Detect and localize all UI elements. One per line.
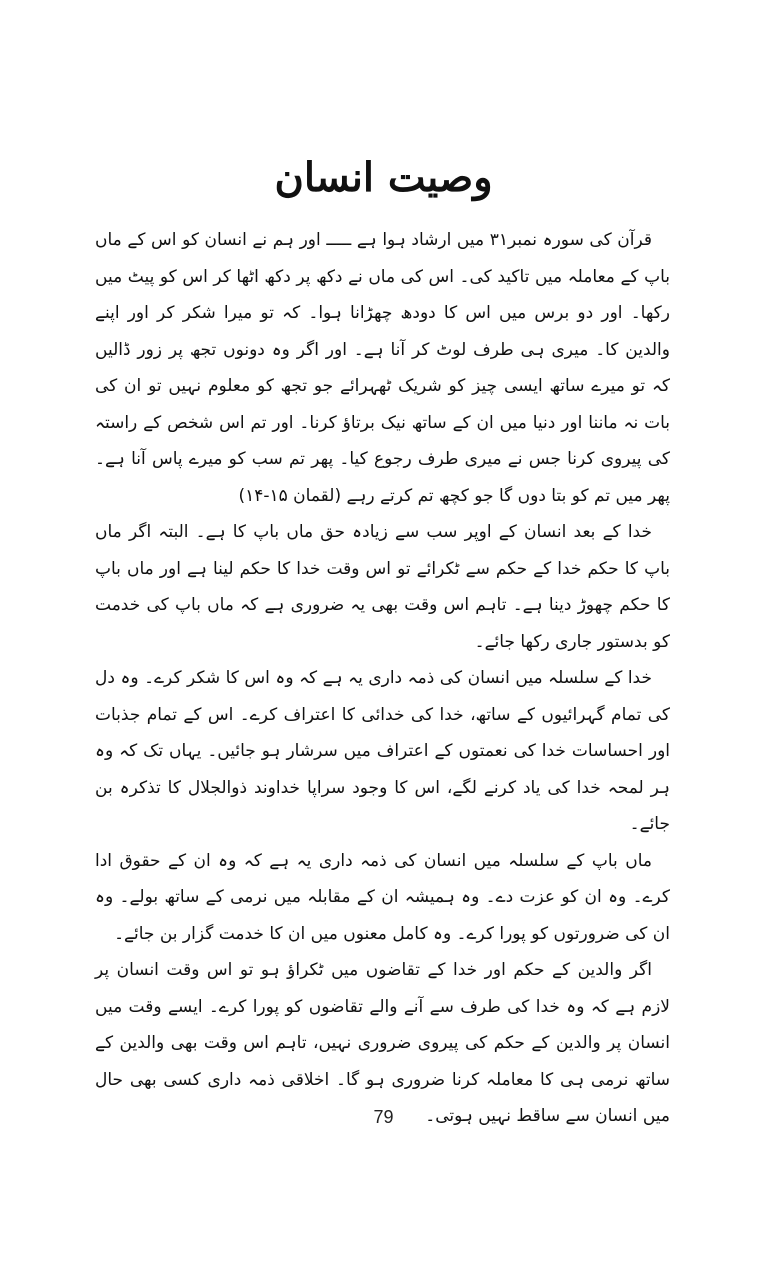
paragraph-3: خدا کے سلسلہ میں انسان کی ذمہ داری یہ ہے کہ وہ اس کا شکر کرے۔ وہ دل کی تمام گہرائیوں کے ساتھ، خدا کی خدائی کا اعتراف کرے۔ اس کے تمام جذبات اور احساسات خدا کی نعمتوں کے اعتراف میں سرشار ہو جائیں۔ یہاں تک کہ وہ ہر لمحہ خدا کی یاد کرنے لگے، اس کا وجود سراپا خداوند ذوالجلال کا تذکرہ بن جائے۔ xyxy=(95,668,670,834)
body-text xyxy=(95,222,670,1135)
paragraph-2: خدا کے بعد انسان کے اوپر سب سے زیادہ حق ماں باپ کا ہے۔ البتہ اگر ماں باپ کا حکم خدا کے حکم سے ٹکرائے تو اس وقت خدا کا حکم لینا ہے اور ماں باپ کا حکم چھوڑ دینا ہے۔ تاہم اس وقت بھی یہ ضروری ہے کہ ماں باپ کی خدمت کو بدستور جاری رکھا جائے۔ xyxy=(95,522,670,652)
page-title: وصیت انسان xyxy=(274,154,493,201)
paragraph-5: اگر والدین کے حکم اور خدا کے تقاضوں میں ٹکراؤ ہو تو اس وقت انسان پر لازم ہے کہ وہ خدا کی طرف سے آنے والے تقاضوں کو پورا کرے۔ ایسے وقت میں انسان پر والدین کے حکم کی پیروی ضروری نہیں، تاہم اس وقت بھی والدین کے ساتھ نرمی ہی کا معاملہ کرنا ضروری ہو گا۔ اخلاقی ذمہ داری کسی بھی حال میں انسان سے ساقط نہیں ہوتی۔ xyxy=(95,960,670,1126)
paragraph-4: ماں باپ کے سلسلہ میں انسان کی ذمہ داری یہ ہے کہ وہ ان کے حقوق ادا کرے۔ وہ ان کو عزت دے۔ وہ ہمیشہ ان کے مقابلہ میں نرمی کے ساتھ بولے۔ وہ ان کی ضرورتوں کو پورا کرے۔ وہ کامل معنوں میں ان کا خدمت گزار بن جائے۔ xyxy=(95,850,670,944)
paragraph-1: قرآن کی سورہ نمبر۳۱ میں ارشاد ہوا ہے ـــــ اور ہم نے انسان کو اس کے ماں باپ کے معاملہ میں تاکید کی۔ اس کی ماں نے دکھ پر دکھ اٹھا کر اس کو پیٹ میں رکھا۔ اور دو برس میں اس کا دودھ چھڑانا ہوا۔ کہ تو میرا شکر کر اور اپنے والدین کا۔ میری ہی طرف لوٹ کر آنا ہے۔ اور اگر وہ دونوں تجھ پر زور ڈالیں کہ تو میرے ساتھ ایسی چیز کو شریک ٹھہرائے جو تجھ کو معلوم نہیں تو ان کی بات نہ ماننا اور دنیا میں ان کے ساتھ نیک برتاؤ کرنا۔ اور تم اس شخص کے راستہ کی پیروی کرنا جس نے میری طرف رجوع کیا۔ پھر تم سب کو میرے پاس آنا ہے۔ پھر میں تم کو بتا دوں گا جو کچھ تم کرتے رہے (لقمان ۱۵-۱۴) xyxy=(95,230,670,506)
page-number: 79 xyxy=(373,1107,394,1127)
